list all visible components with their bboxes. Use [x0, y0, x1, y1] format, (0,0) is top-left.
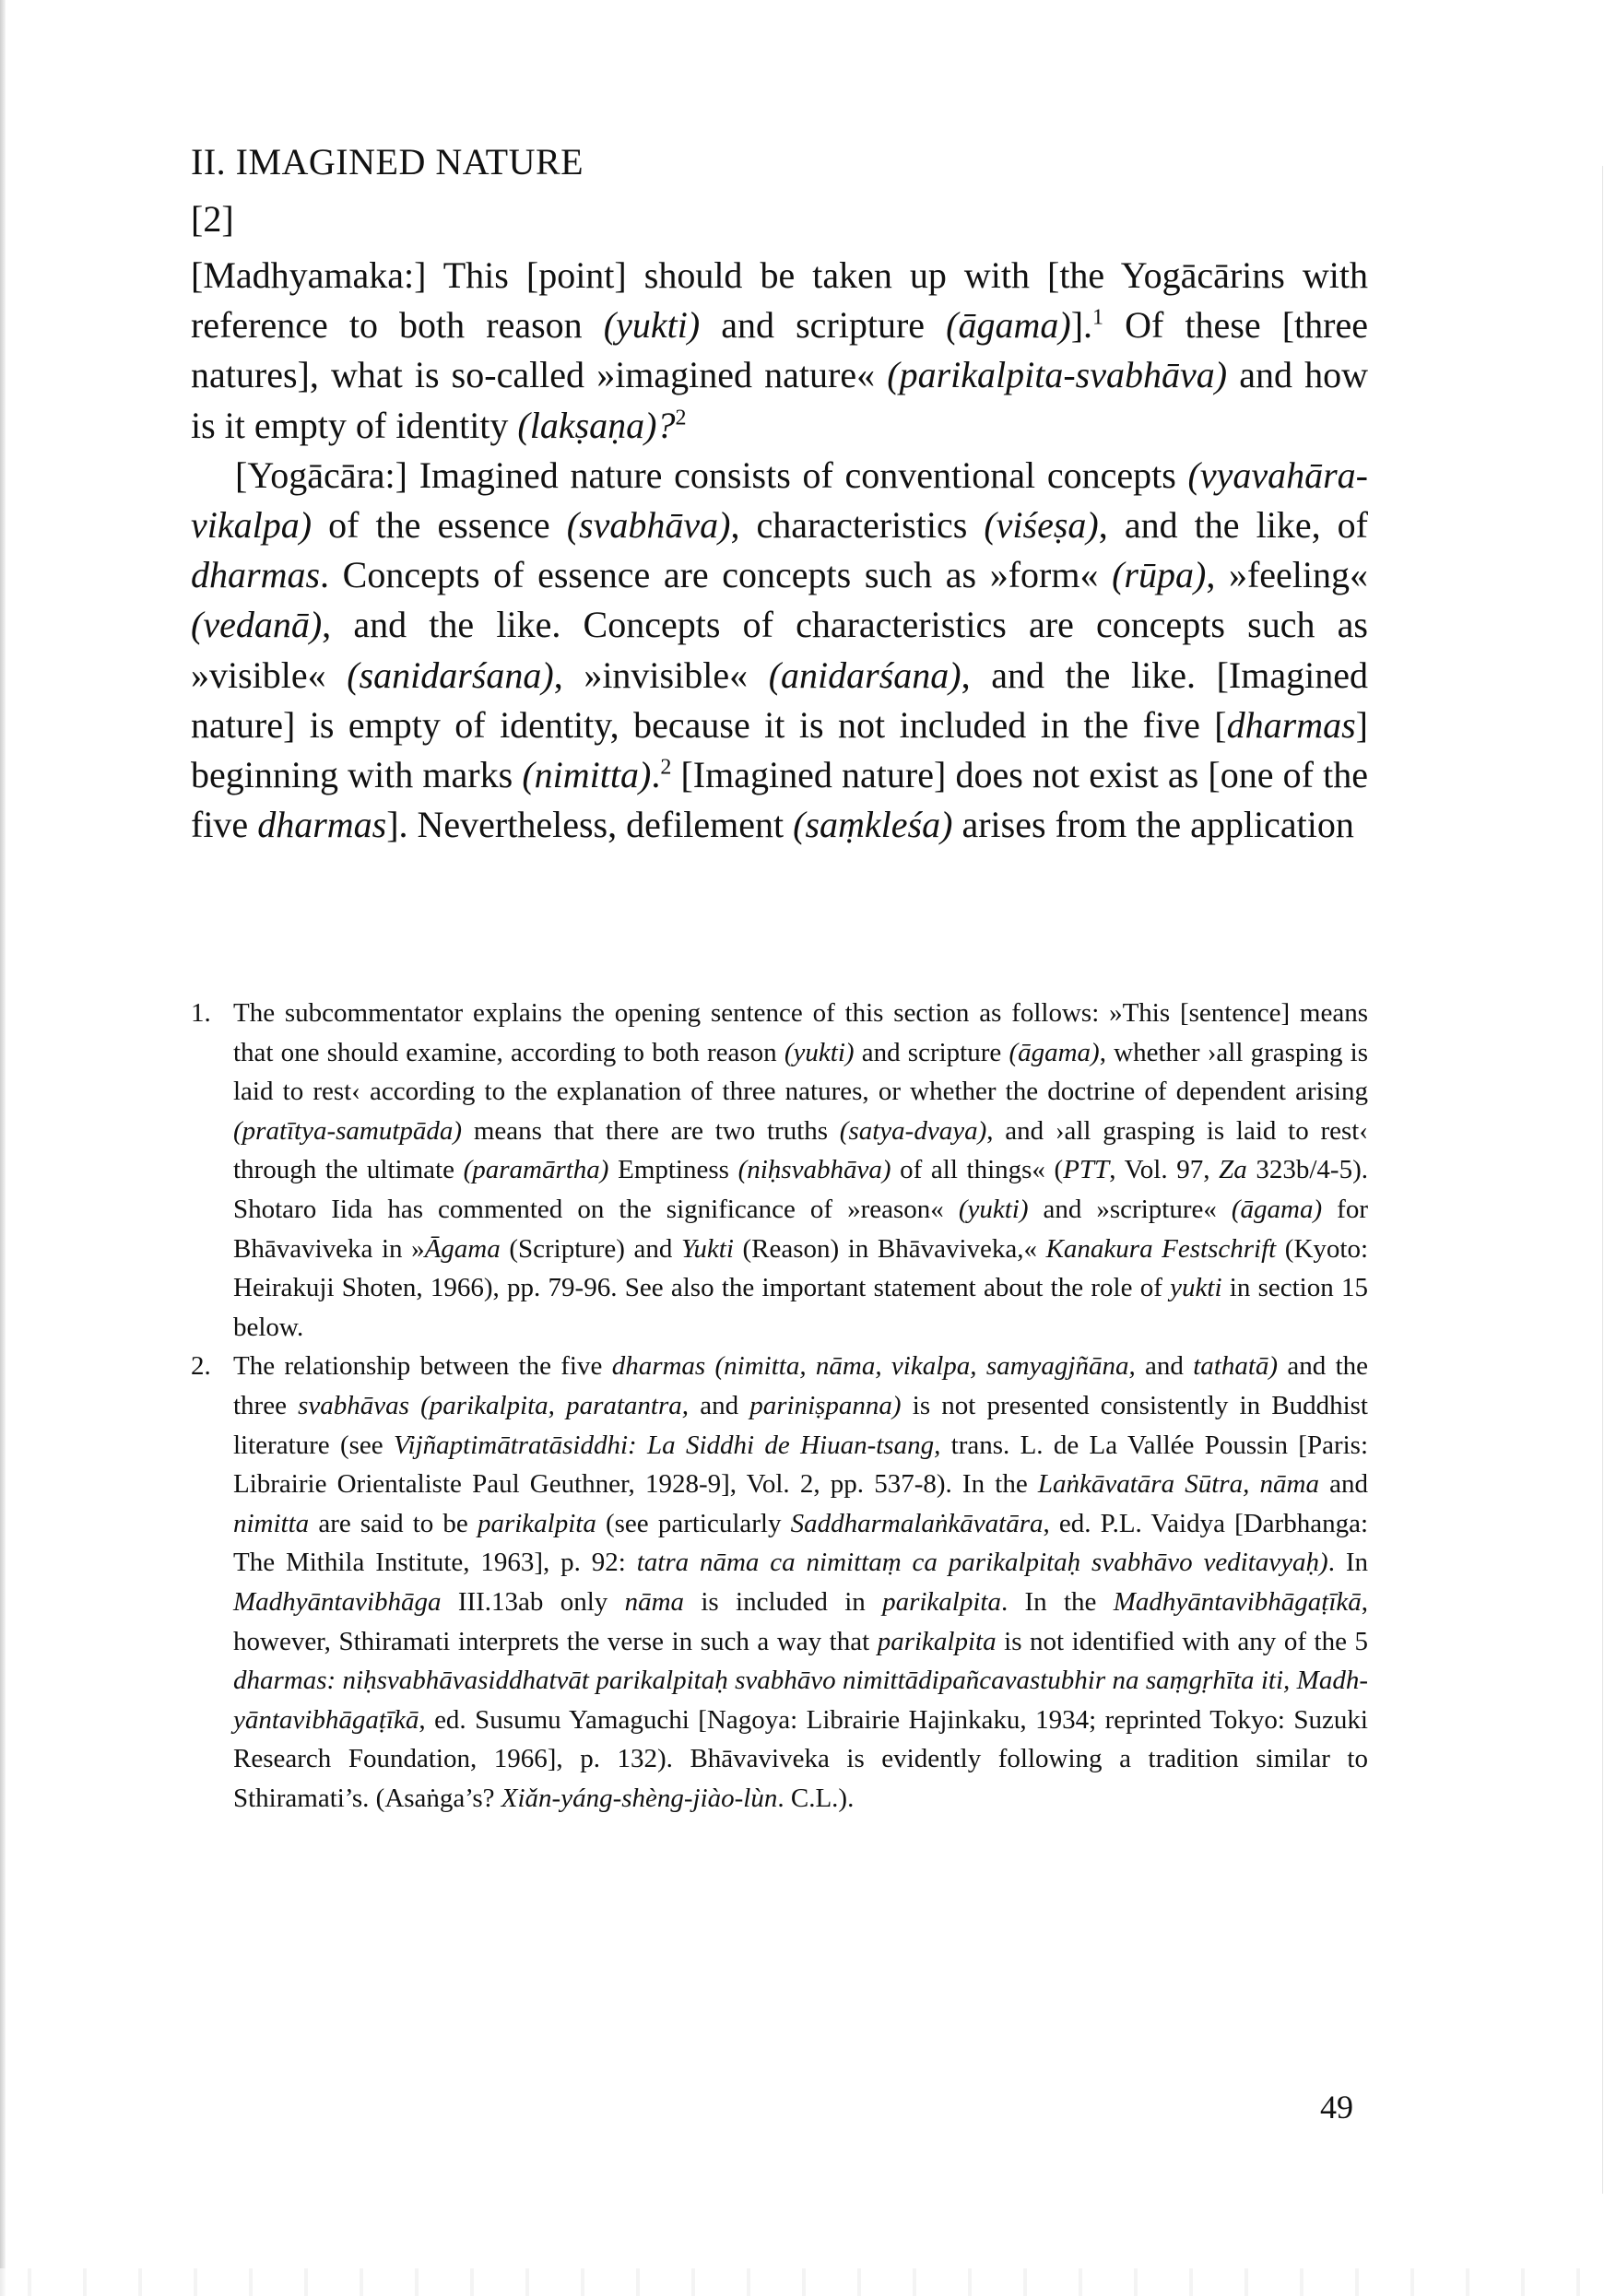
footnote-number: 1.: [191, 998, 211, 1028]
text-run: .: [651, 754, 661, 796]
text-run: 323b/4-5). Shotaro Iida has commented on the significance of »reason«: [233, 1155, 1368, 1224]
footnote-text: [233, 1351, 1368, 1813]
footnote-number: 2.: [191, 1351, 211, 1382]
main-text: [191, 251, 1368, 850]
italic-term: Xiǎn-yáng-shèng-jiào-lùn: [501, 1783, 778, 1813]
text-run: and scripture: [854, 1037, 1009, 1067]
italic-term: Za: [1219, 1155, 1247, 1185]
italic-term: (vyavahāra-vikalpa): [191, 453, 1368, 547]
text-run: and: [689, 1390, 750, 1420]
scan-edge-right: [1602, 166, 1603, 2194]
footnote-2: [191, 1347, 1368, 1818]
text-run: are said to be: [309, 1508, 478, 1538]
italic-term: (paramārtha): [463, 1155, 609, 1185]
italic-term: pariniṣpanna): [749, 1390, 902, 1420]
text-run: and the three: [233, 1351, 1368, 1420]
text-run: and »scripture«: [1028, 1194, 1232, 1224]
footnote-ref: 2: [675, 406, 687, 430]
text-run: for Bhāvaviveka in »: [233, 1194, 1368, 1264]
text-run: Of these [three natures], what is so-called »imagined nature«: [191, 304, 1369, 396]
italic-term: yukti: [1170, 1273, 1222, 1303]
italic-term: dharmas: [1226, 703, 1356, 746]
text-run: The relationship between the five: [233, 1351, 612, 1382]
italic-term: Vijñaptimātratāsiddhi: La Siddhi de Hiuan-tsang,: [393, 1430, 941, 1460]
text-run: [Imagined nature] does not exist as [one of the five: [191, 754, 1368, 846]
text-run: . In the: [1000, 1586, 1114, 1617]
text-run: , and the like. [Imagined nature] is empty of identity, because it is not included in the five [: [191, 653, 1368, 746]
text-run: (Scripture) and: [500, 1233, 681, 1264]
italic-term: PTT: [1063, 1155, 1110, 1185]
italic-term: (niḥsvabhāva): [737, 1155, 891, 1185]
text-run: , »feeling«: [1206, 554, 1369, 596]
italic-term: (satya-dvaya): [839, 1115, 987, 1146]
text-run: , however, Sthiramati interprets the verse in such a way that: [233, 1586, 1369, 1656]
text-run: trans. L. de La Vallée Poussin [Paris: Librairie Orientaliste Paul Geuthner, 1928-9], Vol. 2, pp. 537-8). In the: [233, 1430, 1369, 1500]
text-run: ]. Nevertheless, defilement: [386, 804, 794, 846]
text-run: [Madhyamaka:] This [point] should be taken up with [the Yogācārins with reference to both reason: [191, 254, 1368, 347]
text-run: III.13ab only: [441, 1586, 625, 1617]
italic-term: dharmas: [257, 804, 387, 846]
italic-term: parikalpita: [877, 1626, 997, 1656]
italic-term: parikalpita: [882, 1586, 1001, 1617]
text-run: in section 15 below.: [233, 1273, 1369, 1342]
text-run: , »invisible«: [553, 653, 769, 696]
text-run: . In: [1327, 1548, 1368, 1578]
footnote-text: [233, 998, 1368, 1342]
text-run: is not identified with any of the 5: [996, 1626, 1369, 1656]
italic-term: (rūpa): [1112, 554, 1207, 596]
text-run: , characteristics: [730, 504, 985, 547]
italic-term: dharmas: [191, 554, 321, 596]
text-run: ].: [1070, 304, 1093, 347]
text-run: (see particularly: [596, 1508, 791, 1538]
italic-term: (nimitta): [522, 754, 652, 796]
italic-term: Saddharmalaṅkāvatāra: [790, 1508, 1044, 1538]
italic-term: nāma: [624, 1586, 685, 1617]
text-run: and: [1318, 1469, 1368, 1500]
italic-term: Āgama: [424, 1233, 501, 1264]
text-run: means that there are two truths: [462, 1115, 840, 1146]
text-run: and scripture: [700, 304, 947, 347]
text-run: of the essence: [312, 504, 567, 547]
italic-term: parikalpita: [477, 1508, 596, 1538]
italic-term: tathatā): [1193, 1351, 1279, 1382]
text-run: , Vol. 97,: [1109, 1155, 1220, 1185]
scan-bottom-edge: [0, 2268, 1616, 2296]
footnote-ref: 2: [660, 755, 672, 780]
italic-term: (āgama): [946, 304, 1071, 347]
italic-term: (anidarśana): [768, 653, 961, 696]
text-run: of all things« (: [891, 1155, 1064, 1185]
text-run: is included in: [684, 1586, 883, 1617]
italic-term: (svabhāva): [566, 504, 731, 547]
text-run: . C.L.).: [777, 1783, 855, 1813]
text-run: arises from the application: [952, 804, 1354, 846]
italic-term: dharmas (nimitta, nāma, vikalpa, samyagjñāna,: [611, 1351, 1136, 1382]
text-run: , whether ›all grasping is laid to rest‹ according to the explanation of three natures, or whether the doctrine of dependent arising: [233, 1037, 1368, 1107]
footnote-1: [191, 994, 1368, 1347]
text-run: and: [1135, 1351, 1194, 1382]
footnote-ref: 1: [1092, 305, 1104, 330]
italic-term: tatra nāma ca nimittaṃ ca parikalpitaḥ svabhāvo veditavyaḥ): [636, 1548, 1328, 1578]
italic-term: (āgama): [1009, 1037, 1100, 1067]
text-run: The subcommentator explains the opening sentence of this section as follows: »This [sentence] means that one should examine, according to both reason: [233, 998, 1368, 1067]
text-run: ] beginning with marks: [191, 703, 1368, 796]
scan-edge-left: [0, 0, 6, 2296]
text-run: (Kyoto: Heirakuji Shoten, 1966), pp. 79-96. See also the important statement about the role of: [233, 1233, 1369, 1303]
paragraph-madhyamaka: [191, 251, 1368, 451]
text-run: [Yogācāra:] Imagined nature consists of conventional concepts: [235, 453, 1188, 496]
italic-term: svabhāvas (parikalpita, paratantra,: [298, 1390, 690, 1420]
italic-term: (pratītya-samutpāda): [233, 1115, 463, 1146]
italic-term: Madhyāntavibhāga: [233, 1586, 442, 1617]
italic-term: Yukti: [680, 1233, 734, 1264]
italic-term: (āgama): [1231, 1194, 1323, 1224]
text-run: (Reason) in Bhāvaviveka,«: [733, 1233, 1046, 1264]
text-run: Emptiness: [608, 1155, 738, 1185]
text-run: , and ›all grasping is laid to rest‹ through the ultimate: [233, 1115, 1368, 1185]
italic-term: (saṃkleśa): [793, 804, 953, 846]
text-run: is not presented consistently in Buddhist literature (see: [233, 1390, 1368, 1460]
italic-term: Kanakura Festschrift: [1045, 1233, 1277, 1264]
text-run: . Concepts of essence are concepts such as »form«: [320, 554, 1113, 596]
footnotes: [191, 994, 1368, 1818]
italic-term: (lakṣaṇa)?: [517, 404, 676, 446]
text-run: , ed. P.L. Vaidya [Darbhanga: The Mithila Institute, 1963], p. 92:: [233, 1508, 1369, 1578]
page-number: 49: [1320, 2089, 1353, 2125]
italic-term: (yukti): [603, 304, 701, 347]
text-run: and how is it empty of identity: [191, 354, 1368, 446]
italic-term: (yukti): [784, 1037, 855, 1067]
section-number: [2]: [191, 198, 234, 240]
italic-term: (yukti): [958, 1194, 1029, 1224]
italic-term: (sanidarśana): [347, 653, 554, 696]
italic-term: nimitta: [233, 1508, 310, 1538]
italic-term: (vedanā): [191, 604, 323, 646]
italic-term: (viśeṣa): [984, 504, 1099, 547]
italic-term: dharmas: niḥsvabhāvasiddhatvāt parikalpitaḥ svabhāvo nimittādipañcavastubhir na saṃgṛhīta iti, Madhyāntavibhāgaṭīkā: [233, 1666, 1368, 1735]
italic-term: Madhyāntavibhāgaṭīkā: [1113, 1586, 1362, 1617]
text-run: , ed. Susumu Yamaguchi [Nagoya: Librairie Hajinkaku, 1934; reprinted Tokyo: Suzuki Research Foundation, 1966], p. 132). Bhāvaviveka is evidently following a tradition similar to Sthiramati’s. (Asaṅga’s?: [233, 1704, 1368, 1813]
italic-term: (parikalpita-svabhāva): [887, 354, 1228, 396]
text-run: , and the like, of: [1098, 504, 1369, 547]
text-run: , and the like. Concepts of characteristics are concepts such as »visible«: [191, 604, 1368, 696]
paragraph-yogacara: [191, 451, 1368, 851]
italic-term: Laṅkāvatāra Sūtra, nāma: [1037, 1469, 1319, 1500]
section-heading: II. IMAGINED NATURE: [191, 141, 584, 183]
